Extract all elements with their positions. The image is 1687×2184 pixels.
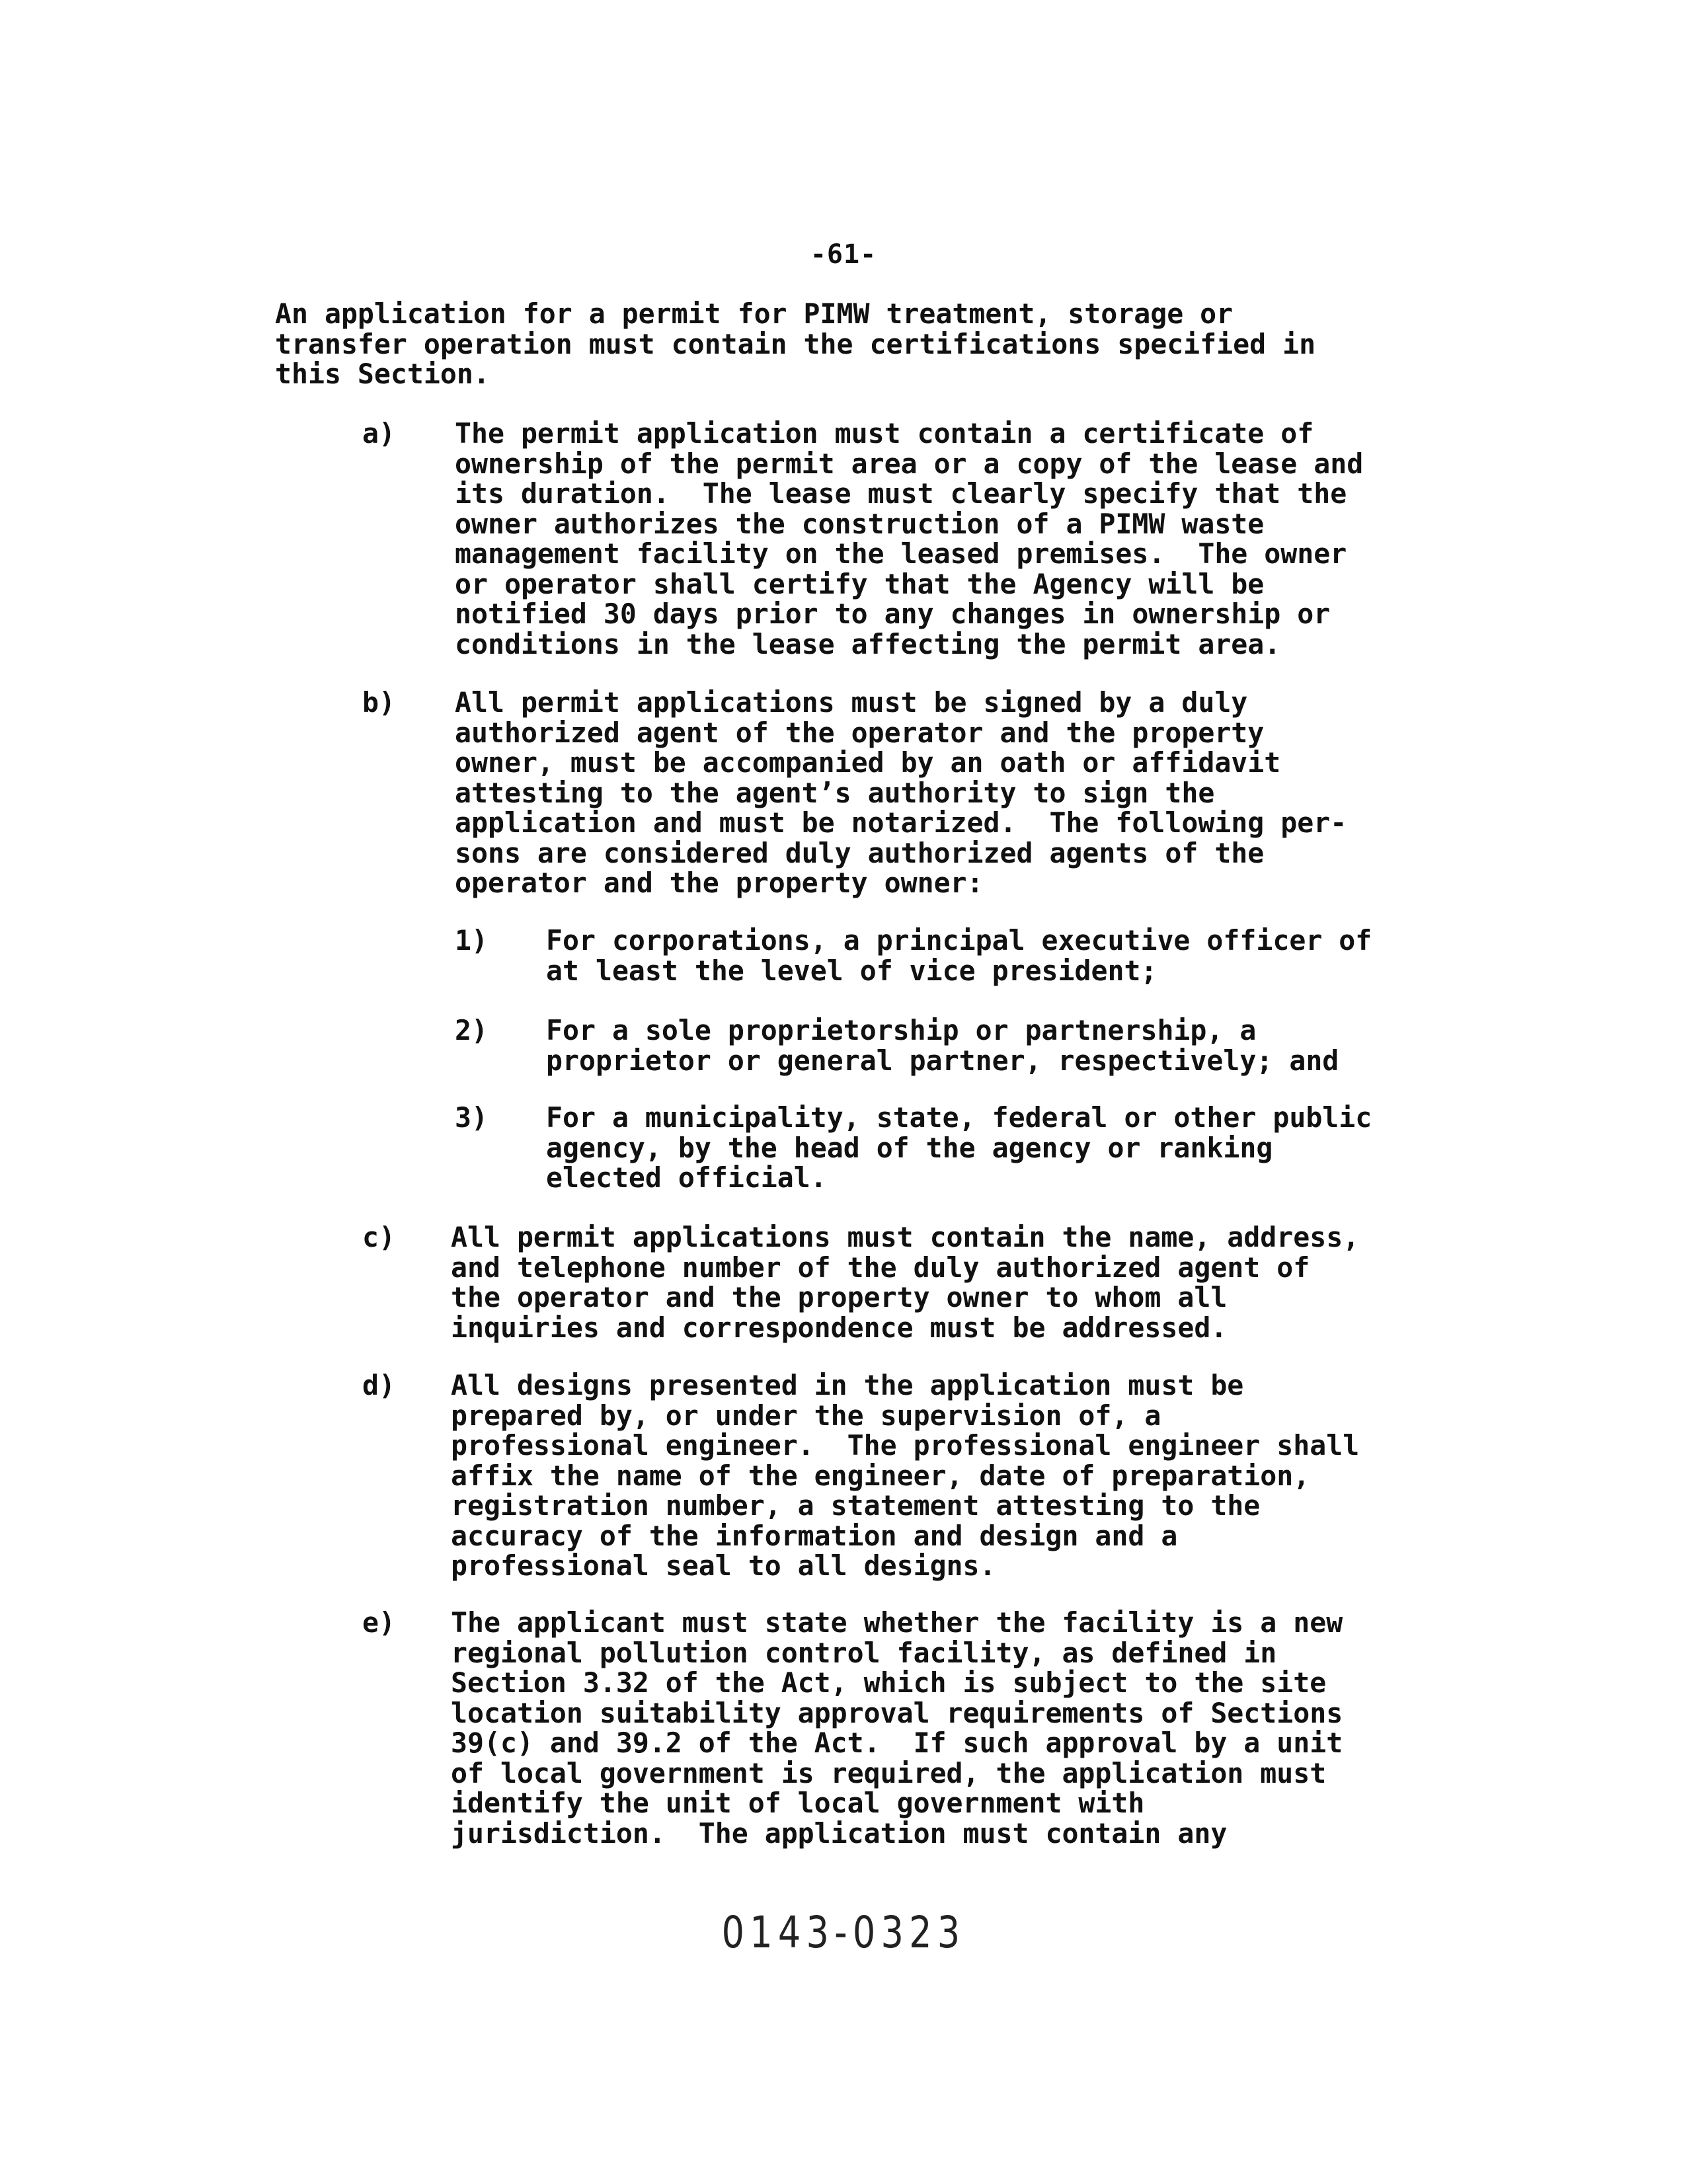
- document-control-number: 0143-0323: [721, 1907, 966, 1958]
- intro-paragraph: An application for a permit for PIMW treatment, storage or transfer operation must contain the certifications specified in this Section.: [275, 297, 1316, 390]
- item-d-text: All designs presented in the application must be prepared by, or under the supervision of, a professional engineer. The professional engineer shall affix the name of the engineer, date of preparation, registration number, a statement attesting to the accuracy of the information and design and a professional seal to all designs.: [451, 1369, 1360, 1582]
- item-c-label: c): [362, 1221, 395, 1253]
- page-number: -61-: [810, 239, 877, 270]
- item-d-label: d): [362, 1369, 395, 1401]
- item-3-label: 3): [455, 1101, 488, 1134]
- item-3-text: For a municipality, state, federal or other public agency, by the head of the agency or ranking elected official.: [546, 1101, 1372, 1194]
- item-b-label: b): [362, 686, 395, 719]
- item-a-label: a): [362, 417, 395, 449]
- item-2-text: For a sole proprietorship or partnership, a proprietor or general partner, respectively; and: [546, 1014, 1339, 1077]
- item-2-label: 2): [455, 1014, 488, 1046]
- item-c-text: All permit applications must contain the name, address, and telephone number of the duly authorized agent of the operator and the property owner to whom all inquiries and correspondence must be addressed.: [451, 1221, 1360, 1344]
- item-b-text: All permit applications must be signed by a duly authorized agent of the operator and the property owner, must be accompanied by an oath or affidavit attesting to the agent’s authority to sign the application and must be notarized. The following per- sons are considered duly authorized agents of the operator and the property owner:: [455, 686, 1347, 899]
- item-1-label: 1): [455, 924, 488, 956]
- item-e-text: The applicant must state whether the facility is a new regional pollution control facility, as defined in Section 3.32 of the Act, which is subject to the site location suitability approval requirements of Sections 39(c) and 39.2 of the Act. If such approval by a unit of local government is required, the application must identify the unit of local government with jurisdiction. The application must contain any: [451, 1606, 1343, 1850]
- item-a-text: The permit application must contain a certificate of ownership of the permit area or a copy of the lease and its duration. The lease must clearly specify that the owner authorizes the construction of a PIMW waste management facility on the leased premises. The owner or operator shall certify that the Agency will be notified 30 days prior to any changes in ownership or conditions in the lease affecting the permit area.: [455, 417, 1364, 660]
- item-e-label: e): [362, 1606, 395, 1639]
- item-1-text: For corporations, a principal executive officer of at least the level of vice president;: [546, 924, 1372, 987]
